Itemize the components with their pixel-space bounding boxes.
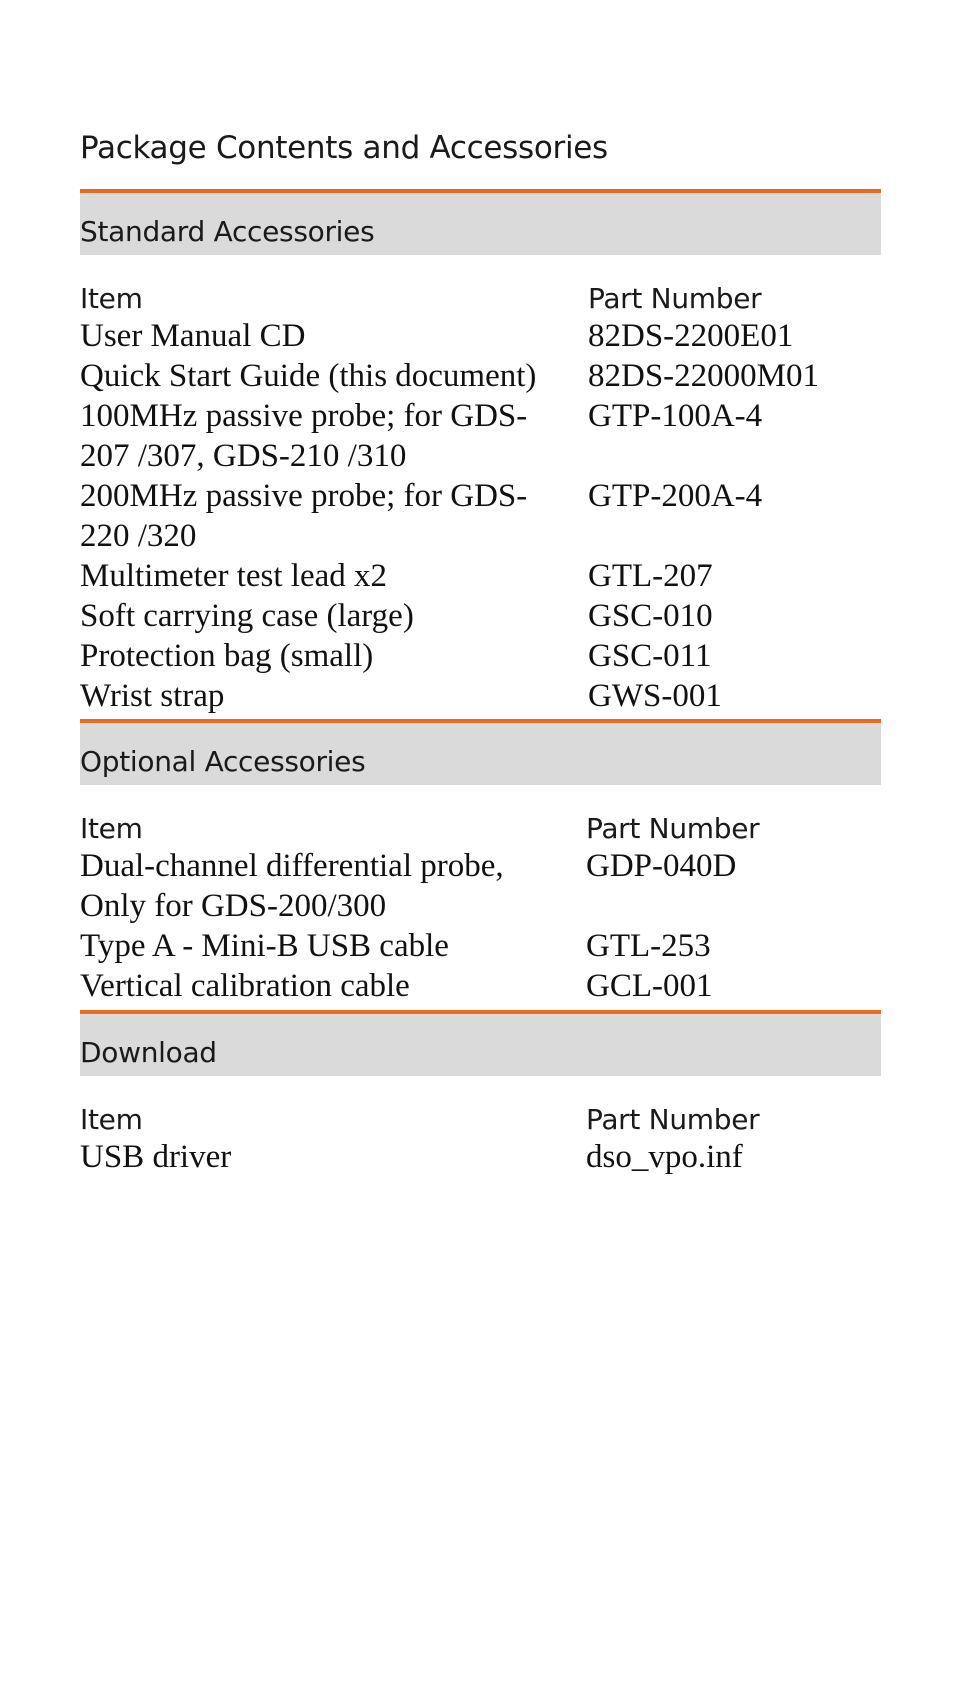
table-row xyxy=(80,356,881,396)
part-number: GDP-040D xyxy=(586,848,737,884)
column-headers xyxy=(80,279,881,319)
section-heading: Download xyxy=(80,1014,881,1076)
part-number: GTP-200A-4 xyxy=(588,478,763,514)
item-name: Dual-channel differential probe, Only for GDS-200/300 xyxy=(80,848,504,924)
item-name: Type A - Mini-B USB cable xyxy=(80,928,449,964)
optional-accessories-section xyxy=(80,719,881,1006)
item-name: Protection bag (small) xyxy=(80,638,374,674)
table-row xyxy=(80,396,881,476)
part-number: 82DS-22000M01 xyxy=(588,358,820,394)
column-header-item: Item xyxy=(80,812,143,845)
accessory-list xyxy=(80,316,881,716)
download-list xyxy=(80,1137,881,1177)
item-name: User Manual CD xyxy=(80,318,306,354)
accessory-list xyxy=(80,846,881,1006)
item-name: Soft carrying case (large) xyxy=(80,598,414,634)
standard-accessories-section xyxy=(80,189,881,716)
section-heading: Optional Accessories xyxy=(80,723,881,785)
item-name: USB driver xyxy=(80,1139,232,1175)
part-number: GTL-253 xyxy=(586,928,711,964)
column-header-item: Item xyxy=(80,1103,143,1136)
table-row xyxy=(80,476,881,556)
item-name: Quick Start Guide (this document) xyxy=(80,358,537,394)
table-row xyxy=(80,966,881,1006)
table-row xyxy=(80,1137,881,1177)
column-header-part-number: Part Number xyxy=(586,1103,760,1136)
part-number: GCL-001 xyxy=(586,968,713,1004)
part-number: GWS-001 xyxy=(588,678,722,714)
item-name: 100MHz passive probe; for GDS- 207 /307, GDS-210 /310 xyxy=(80,398,528,474)
table-row xyxy=(80,926,881,966)
part-number: dso_vpo.inf xyxy=(586,1139,743,1175)
item-name: 200MHz passive probe; for GDS- 220 /320 xyxy=(80,478,528,554)
table-row xyxy=(80,846,881,926)
column-header-item: Item xyxy=(80,282,143,315)
page-title: Package Contents and Accessories xyxy=(80,130,608,166)
column-headers xyxy=(80,1100,881,1140)
item-name: Wrist strap xyxy=(80,678,225,714)
column-headers xyxy=(80,809,881,849)
part-number: GSC-010 xyxy=(588,598,713,634)
table-row xyxy=(80,676,881,716)
table-row xyxy=(80,556,881,596)
item-name: Multimeter test lead x2 xyxy=(80,558,388,594)
part-number: 82DS-2200E01 xyxy=(588,318,794,354)
section-heading: Standard Accessories xyxy=(80,193,881,255)
column-header-part-number: Part Number xyxy=(586,812,760,845)
column-header-part-number: Part Number xyxy=(588,282,762,315)
part-number: GTP-100A-4 xyxy=(588,398,763,434)
download-section xyxy=(80,1010,881,1177)
table-row xyxy=(80,636,881,676)
item-name: Vertical calibration cable xyxy=(80,968,410,1004)
table-row xyxy=(80,316,881,356)
part-number: GTL-207 xyxy=(588,558,713,594)
part-number: GSC-011 xyxy=(588,638,712,674)
table-row xyxy=(80,596,881,636)
